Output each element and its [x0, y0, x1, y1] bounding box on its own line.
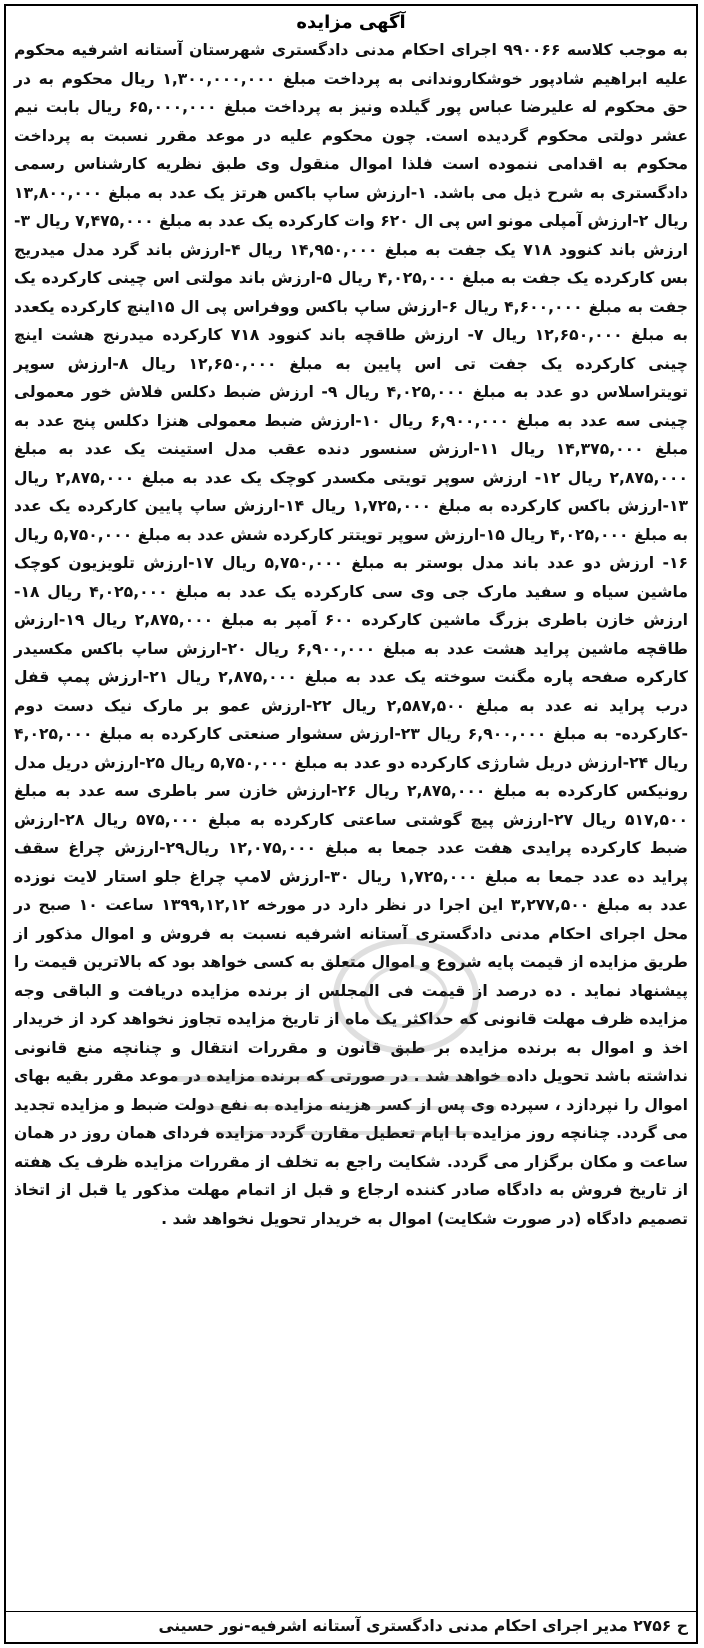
notice-footer: ح ۲۷۵۶ مدیر اجرای احکام مدنی دادگستری آستانه اشرفیه-نور حسینی — [6, 1611, 696, 1640]
notice-paragraph: به موجب کلاسه ۹۹۰۰۶۶ اجرای احکام مدنی دادگستری شهرستان آستانه اشرفیه محکوم علیه ابراهیم شادپور خوشکاروندانی به پرداخت مبلغ ۱,۳۰۰,۰۰۰,۰۰۰ ریال محکوم به در حق محکوم له علیرضا عباس پور گیلده ونیز به پرداخت مبلغ ۶۵,۰۰۰,۰۰۰ ریال بابت نیم عشر دولتی محکوم گردیده است. چون محکوم علیه در موعد مقرر نسبت به پرداخت محکوم به اقدامی ننموده است فلذا اموال منقول وی طبق نظریه کارشناس رسمی دادگستری به شرح ذیل می باشد. ۱-ارزش ساپ باکس هرتز یک عدد به مبلغ ۱۳,۸۰۰,۰۰۰ ریال ۲-ارزش آمپلی مونو اس پی ال ۶۲۰ وات کارکرده یک عدد به مبلغ ۷,۴۷۵,۰۰۰ ریال ۳-ارزش باند کنوود ۷۱۸ یک جفت به مبلغ ۱۴,۹۵۰,۰۰۰ ریال ۴-ارزش باند گرد مدل میدریج بس کارکرده یک جفت به مبلغ ۴,۰۲۵,۰۰۰ ریال ۵-ارزش باند مولتی اس چینی کارکرده یک جفت به مبلغ ۴,۶۰۰,۰۰۰ ریال ۶-ارزش ساپ باکس ووفراس پی ال ۱۵اینچ کارکرده یکعدد به مبلغ ۱۲,۶۵۰,۰۰۰ ریال ۷- ارزش طاقچه باند کنوود ۷۱۸ کارکرده میدرنج هشت اینچ چینی کارکرده یک جفت تی اس پایین به مبلغ ۱۲,۶۵۰,۰۰۰ ریال ۸-ارزش سوپر تویتراسلاس دو عدد به مبلغ ۴,۰۲۵,۰۰۰ ریال ۹- ارزش ضبط دکلس فلاش خور معمولی چینی سه عدد به مبلغ ۶,۹۰۰,۰۰۰ ریال ۱۰-ارزش ضبط معمولی هنزا دکلس پنج عدد به مبلغ ۱۴,۳۷۵,۰۰۰ ریال ۱۱-ارزش سنسور دنده عقب مدل استینت یک عدد به مبلغ ۲,۸۷۵,۰۰۰ ریال ۱۲- ارزش سوپر تویتی مکسدر کوچک یک عدد به مبلغ ۲,۸۷۵,۰۰۰ ریال ۱۳-ارزش باکس کارکرده به مبلغ ۱,۷۲۵,۰۰۰ ریال ۱۴-ارزش ساپ پایین کارکرده یک عدد به مبلغ ۴,۰۲۵,۰۰۰ ریال ۱۵-ارزش سوپر تویتتر کارکرده شش عدد به مبلغ ۵,۷۵۰,۰۰۰ ریال ۱۶- ارزش دو عدد باند مدل بوستر به مبلغ ۵,۷۵۰,۰۰۰ ریال ۱۷-ارزش تلویزیون کوچک ماشین سیاه و سفید مارک جی وی سی کارکرده یک عدد به مبلغ ۴,۰۲۵,۰۰۰ ریال ۱۸-ارزش خازن باطری بزرگ ماشین کارکرده ۶۰۰ آمپر به مبلغ ۲,۸۷۵,۰۰۰ ریال ۱۹-ارزش طاقچه ماشین پراید هشت عدد به مبلغ ۶,۹۰۰,۰۰۰ ریال ۲۰-ارزش ساپ باکس مکسیدر کارکره صفحه پاره مگنت سوخته یک عدد به مبلغ ۲,۸۷۵,۰۰۰ ریال ۲۱-ارزش پمپ قفل درب پراید نه عدد به مبلغ ۲,۵۸۷,۵۰۰ ریال ۲۲-ارزش عمو بر مارک نیک دست دوم -کارکرده- به مبلغ ۶,۹۰۰,۰۰۰ ریال ۲۳-ارزش سشوار صنعتی کارکرده به مبلغ ۴,۰۲۵,۰۰۰ ریال ۲۴-ارزش دریل شارژی کارکرده دو عدد به مبلغ ۵,۷۵۰,۰۰۰ ریال ۲۵-ارزش دریل مدل رونیکس کارکرده به مبلغ ۲,۸۷۵,۰۰۰ ریال ۲۶-ارزش خازن سر باطری سه عدد به مبلغ ۵۱۷,۵۰۰ ریال ۲۷-ارزش پیچ گوشتی ساعتی کارکرده به مبلغ ۵۷۵,۰۰۰ ریال ۲۸-ارزش ضبط کارکرده پرایدی هفت عدد جمعا به مبلغ ۱۲,۰۷۵,۰۰۰ ریال۲۹-ارزش چراغ سقف پراید ده عدد جمعا به مبلغ ۱,۷۲۵,۰۰۰ ریال ۳۰-ارزش لامپ چراغ جلو استار لایت نوزده عدد به مبلغ ۳,۲۷۷,۵۰۰ این اجرا در نظر دارد در مورخه ۱۳۹۹,۱۲,۱۲ ساعت ۱۰ صبح در محل اجرای احکام مدنی دادگستری آستانه اشرفیه نسبت به فروش و اموال مذکور از طریق مزایده از قیمت پایه شروع و اموال متعلق به کسی خواهد بود که بالاترین قیمت را پیشنهاد نماید . ده درصد از قیمت فی المجلس از برنده مزایده دریافت و الباقی وجه مزایده ظرف مهلت قانونی که حداکثر یک ماه از تاریخ مزایده تجاوز نخواهد کرد از خریدار اخذ و اموال به برنده مزایده بر طبق قانون و مقررات انتقال و چنانچه منع قانونی نداشته باشد تحویل داده خواهد شد . در صورتی که برنده مزایده در موعد مقرر بقیه بهای اموال را نپردازد ، سپرده وی پس از کسر هزینه مزایده به نفع دولت ضبط و مزایده تجدید می گردد. چنانچه روز مزایده با ایام تعطیل مقارن گردد مزایده فردای همان روز در همان ساعت و مکان برگزار می گردد. شکایت راجع به تخلف از مقررات مزایده ظرف یک هفته از تاریخ فروش به دادگاه صادر کننده ارجاع و قبل از اتمام مهلت مذکور یا قبل از اتخاذ تصمیم دادگاه (در صورت شکایت) اموال به خریدار تحویل نخواهد شد . — [14, 41, 689, 1228]
notice-title: آگهی مزایده — [296, 12, 406, 33]
auction-notice — [4, 4, 698, 1644]
notice-body — [6, 36, 696, 1233]
